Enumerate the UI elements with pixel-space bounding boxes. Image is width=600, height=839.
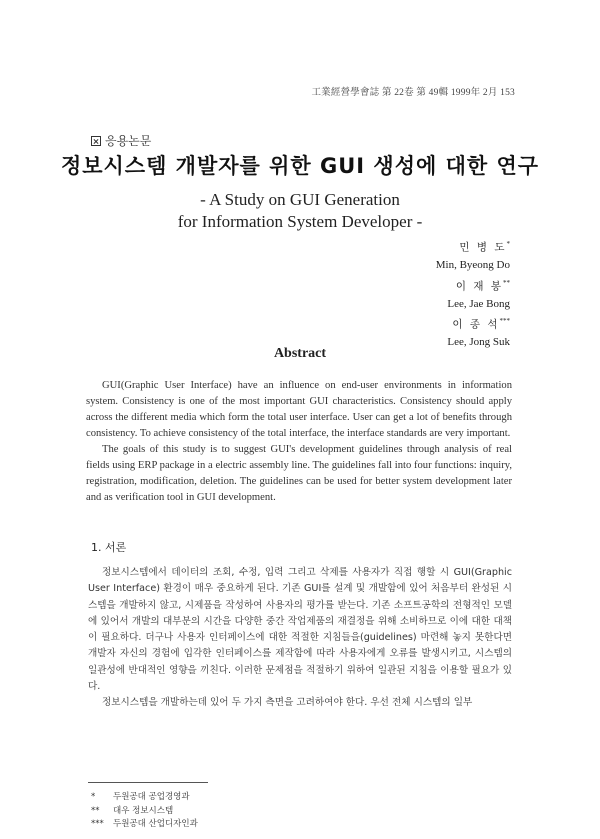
english-title-line2: for Information System Developer - [177, 212, 423, 231]
footnote-item: * 두원공대 공업경영과 [91, 792, 190, 802]
abstract-heading: Abstract [273, 346, 327, 361]
article-category [91, 132, 151, 149]
footnote-item: *** 두원공대 산업디자인과 [91, 819, 198, 829]
author-korean-name: 민 병 도* [459, 240, 510, 254]
abstract-body [86, 378, 512, 506]
author-korean-name: 이 종 석*** [452, 317, 510, 331]
body-paragraph: 정보시스템을 개발하는데 있어 두 가지 측면을 고려하여야 한다. 우선 전체 시스템의 일부 [102, 697, 473, 709]
footnote-item: ** 대우 정보시스템 [91, 805, 174, 816]
author-block [436, 236, 510, 352]
section-body [88, 565, 512, 712]
author-korean-name: 이 재 봉** [455, 278, 510, 293]
body-paragraph: 정보시스템에서 데이터의 조회, 수정, 입력 그리고 삭제를 사용자가 직접 행할 시 GUI(Graphic User Interface) 환경이 매우 중요하게 된다. 기존 GUI를 설계 및 개발함에 있어 처음부터 완성된 시스템을 개발하지 않고, 시제품을 작성하여 사용자의 평가를 받는다. 기존 소프트공학의 전형적인 모델에 있어서 개발의 대부분의 시간을 다양한 중간 작업제품의 재결정을 위해 소비하므로 이에 대한 대책이 필요하다. 더구나 사용자 인터페이스에 대한 적절한 지침들을(guidelines) 마련해 놓지 못한다면 개발자 자신의 경험에 입각한 인터페이스를 제작함에 따라 사용자에게 오류를 발생시키고, 시스템의 일관성에 반대적인 영향을 끼친다. 이러한 문제점을 적절하기 위하여 일관된 지침을 이용할 필요가 있다. [88, 567, 512, 693]
section-heading: 1. 서론 [91, 541, 127, 554]
author-english-name: Min, Byeong Do [435, 259, 510, 272]
footnote-divider [88, 782, 208, 783]
category-label: 응용논문 [105, 134, 152, 148]
korean-title: 정보시스템 개발자를 위한 GUI 생성에 대한 연구 [60, 154, 540, 178]
footnotes [91, 791, 198, 832]
author-english-name: Lee, Jae Bong [447, 297, 510, 310]
english-title-line1: - A Study on GUI Generation [200, 190, 400, 209]
abstract-paragraph: The goals of this study is to suggest GUI's development guidelines through analysis of real fields using ERP package in a electric assembly line. The guidelines fall into four functions: inquiry, registration, modification, deletion. The guidelines can be used for better system development later and as verification tool in GUI development. [86, 444, 512, 503]
author-english-name: Lee, Jong Suk [447, 336, 510, 349]
abstract-paragraph: GUI(Graphic User Interface) have an influence on end-user environments in information system. Consistency is one of the most important GUI characteristics. Consistency should apply across the different media which form the total user interface. User can get a lot of benefits through consistency. To achieve consistency of the total interface, the interface standards are very important. [86, 380, 512, 439]
checkbox-mark-icon [91, 136, 101, 146]
running-head: 工業經營學會誌 第 22卷 第 49輯 1999年 2月 153 [311, 88, 515, 98]
